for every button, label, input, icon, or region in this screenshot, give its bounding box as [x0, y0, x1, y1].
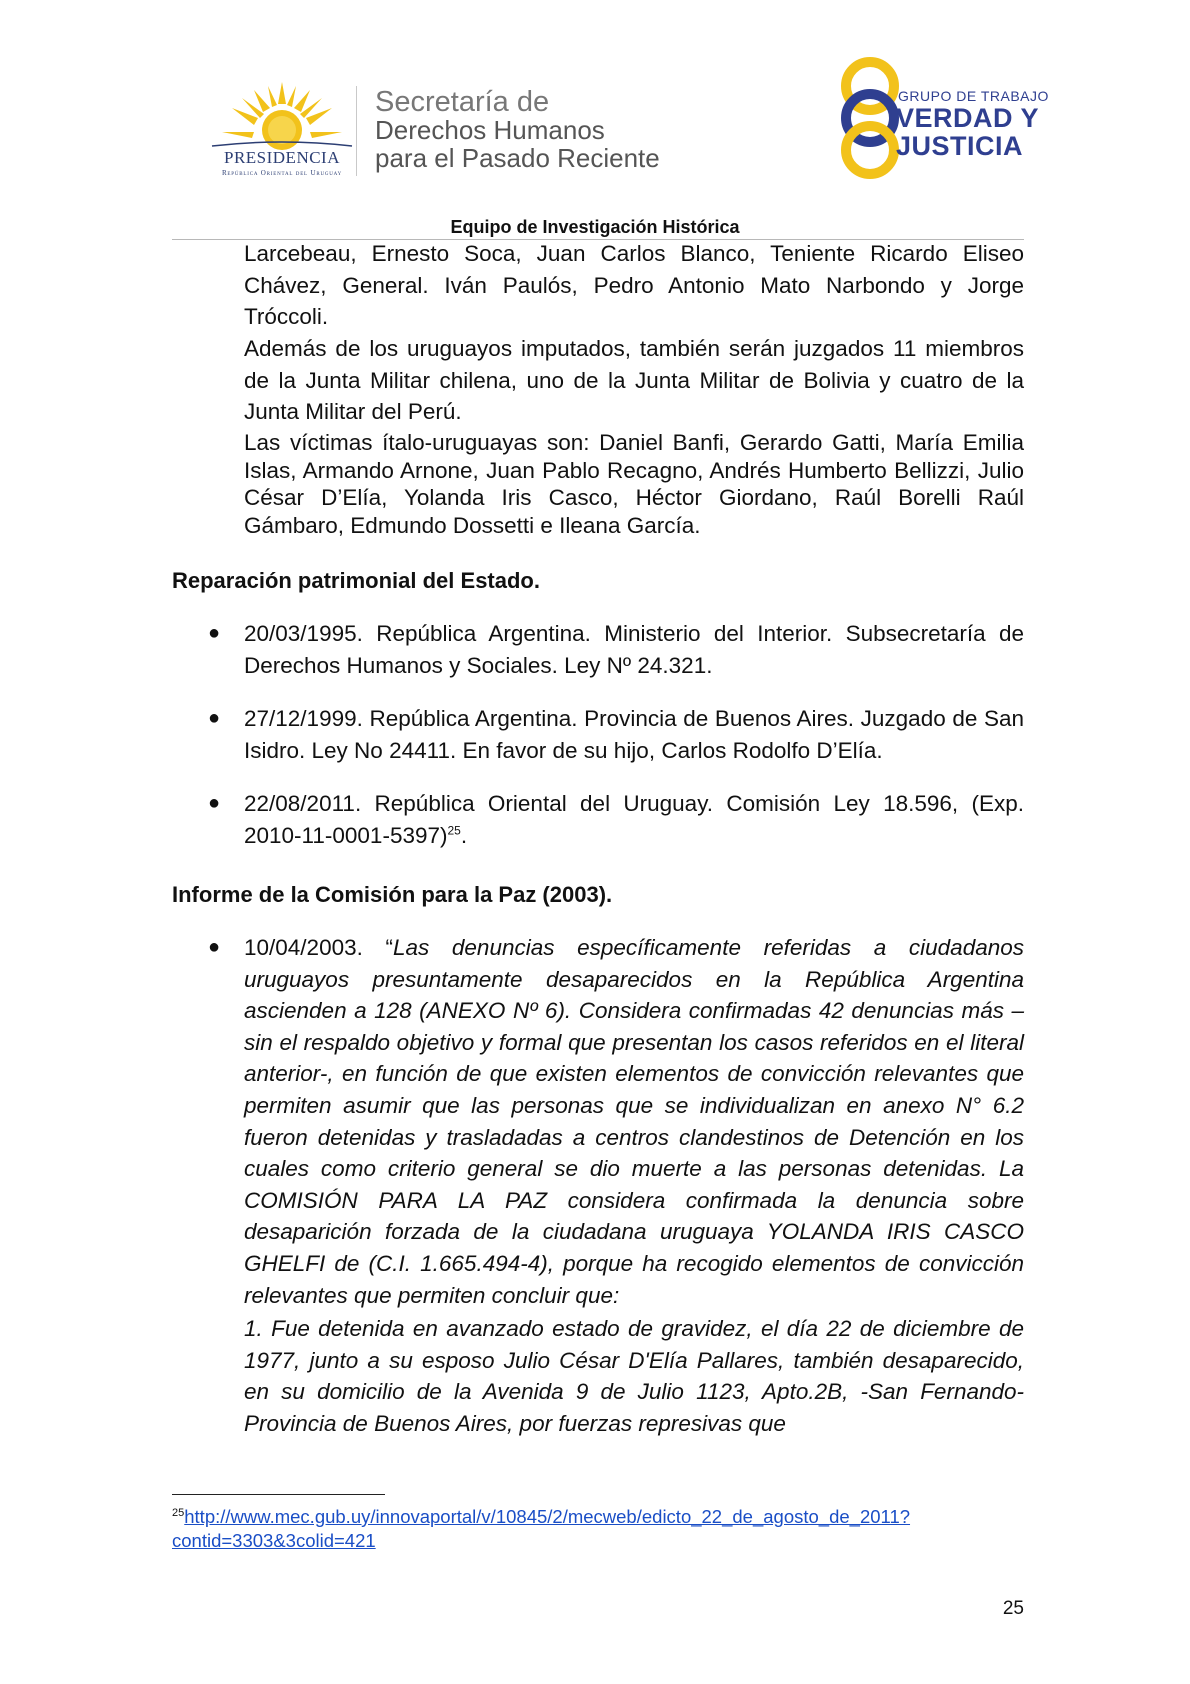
- list-item: 27/12/1999. República Argentina. Provincia de Buenos Aires. Juzgado de San Isidro. Ley No 24411. En favor de su hijo, Carlos Rodolfo D’Elía.: [244, 706, 1024, 763]
- secretaria-line3: para el Pasado Reciente: [375, 143, 660, 173]
- quote-item: [244, 932, 1024, 1311]
- presidencia-subtitle: República Oriental del Uruguay: [221, 169, 343, 177]
- justicia-line: JUSTICIA: [896, 131, 1024, 161]
- verdad-line: VERDAD Y: [896, 103, 1040, 133]
- quote-text: Las denuncias específicamente referidas a ciudadanos uruguayos presuntamente desaparecidos en la República Argentina ascienden a 128 (ANEXO Nº 6). Considera confirmadas 42 denuncias más –sin el respaldo objetivo y formal que presentan los casos referidos en el literal anterior-, en función de que existen elementos de convicción relevantes que permiten asumir que las personas que se individualizan en anexo N° 6.2 fueron detenidas y trasladadas a centros clandestinos de Detención en los cuales como criterio general se dio muerte a las personas detenidas. La COMISIÓN PARA LA PAZ considera confirmada la denuncia sobre desaparición forzada de la ciudadana uruguaya YOLANDA IRIS CASCO GHELFI de (C.I. 1.665.494-4), porque ha recogido elementos de convicción relevantes que permiten concluir que:: [244, 935, 1024, 1308]
- paragraph-victimas: Las víctimas ítalo-uruguayas son: Daniel Banfi, Gerardo Gatti, María Emilia Islas, Armando Arnone, Juan Pablo Recagno, Andrés Humberto Bellizzi, Julio César D’Elía, Yolanda Iris Casco, Héctor Giordano, Raúl Borelli Raúl Gámbaro, Edmundo Dossetti e Ileana García.: [244, 430, 1024, 538]
- bullet-marker: ●: [208, 707, 221, 729]
- paragraph-juntas: Además de los uruguayos imputados, también serán juzgados 11 miembros de la Junta Militar chilena, uno de la Junta Militar de Bolivia y cuatro de la Junta Militar del Perú.: [244, 336, 1024, 425]
- footnote-number: 25: [172, 1506, 185, 1519]
- paragraph-imputados: Larcebeau, Ernesto Soca, Juan Carlos Blanco, Teniente Ricardo Eliseo Chávez, General. Iván Paulós, Pedro Antonio Mato Narbondo y Jorge Tróccoli.: [244, 241, 1024, 330]
- bullet-marker: ●: [208, 936, 221, 958]
- footnote-rule: [172, 1494, 385, 1495]
- list-item-end: .: [460, 822, 468, 848]
- list-item: [244, 788, 1024, 851]
- footnote-link[interactable]: [172, 1506, 910, 1551]
- verdad-justicia-title: [896, 104, 1039, 160]
- secretaria-line1: Secretaría de: [375, 86, 550, 118]
- quote-point-1: 1. Fue detenida en avanzado estado de gravidez, el día 22 de diciembre de 1977, junto a su esposo Julio César D'Elía Pallares, también desaparecido, en su domicilio de la Avenida 9 de Julio 1123, Apto.2B, -San Fernando- Provincia de Buenos Aires, por fuerzas represivas que: [244, 1316, 1024, 1436]
- bullet-marker: ●: [208, 792, 221, 814]
- team-title: Equipo de Investigación Histórica: [450, 217, 740, 237]
- list-item: 20/03/1995. República Argentina. Ministerio del Interior. Subsecretaría de Derechos Humanos y Sociales. Ley Nº 24.321.: [244, 621, 1024, 678]
- header-divider: [356, 86, 357, 176]
- footnote-ref[interactable]: 25: [447, 823, 461, 838]
- presidencia-logo: [192, 80, 372, 180]
- footnote: [172, 1505, 972, 1553]
- sun-icon: [192, 80, 372, 150]
- bullet-marker: ●: [208, 622, 221, 644]
- heading-comision: Informe de la Comisión para la Paz (2003).: [172, 882, 613, 907]
- list-item-text: 22/08/2011. República Oriental del Uruguay. Comisión Ley 18.596, (Exp. 2010-11-0001-5397): [244, 791, 1024, 848]
- footnote-link-line1: http://www.mec.gub.uy/innovaportal/v/10845/2/mecweb/edicto_22_de_agosto_de_2011?: [184, 1506, 911, 1527]
- page-number: 25: [1002, 1598, 1024, 1619]
- secretaria-line2: Derechos Humanos: [375, 115, 605, 145]
- grupo-trabajo-label: GRUPO DE TRABAJO: [898, 88, 1049, 104]
- heading-reparacion: Reparación patrimonial del Estado.: [172, 568, 540, 593]
- footnote-link-line2: contid=3303&3colid=421: [172, 1530, 376, 1551]
- quote-lead: 10/04/2003. “: [244, 935, 393, 960]
- secretaria-title: [375, 88, 660, 172]
- presidencia-name: PRESIDENCIA: [223, 148, 340, 167]
